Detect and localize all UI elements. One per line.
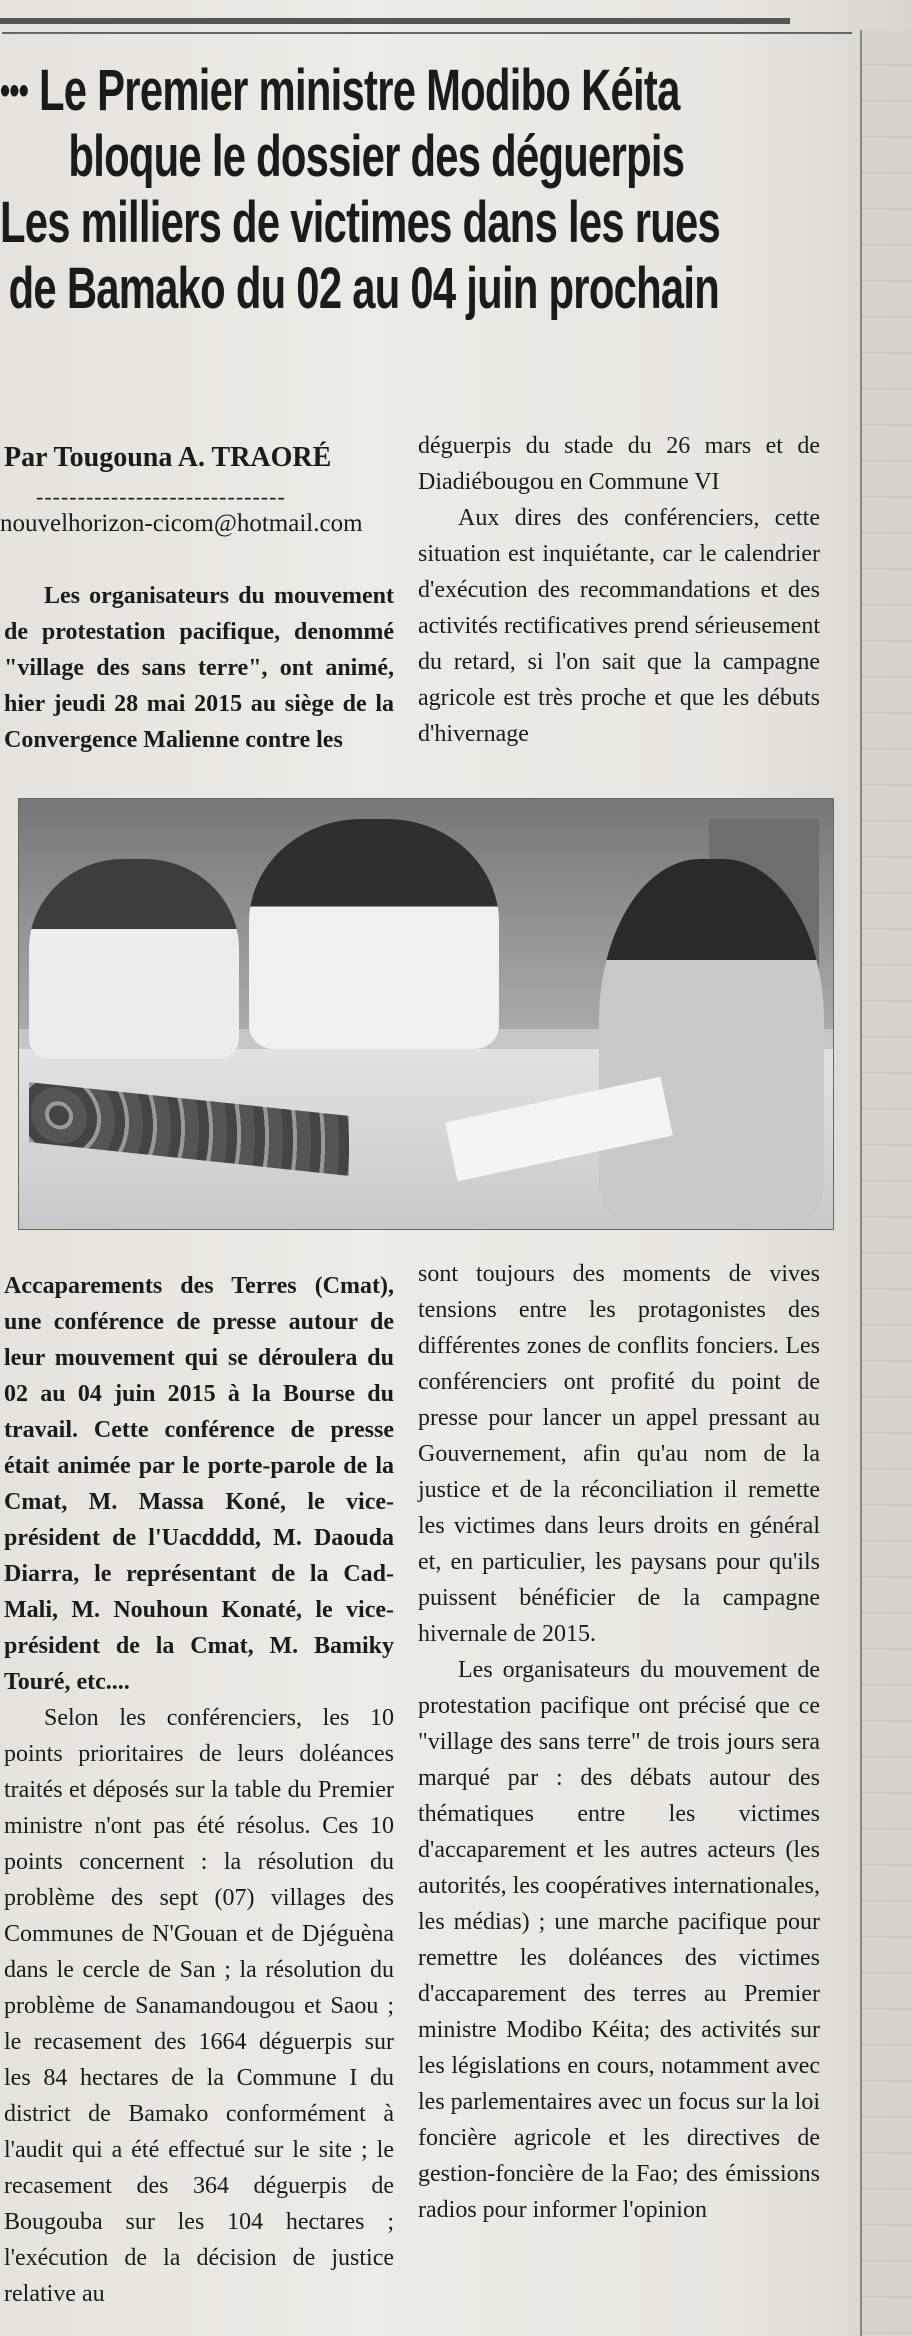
intro-left-column: [4, 578, 394, 758]
byline: Par Tougouna A. TRAORÉ: [4, 442, 332, 473]
headline-line-2: bloque le dossier des déguerpis: [68, 124, 685, 189]
bottom-left-bold-paragraph: Accaparements des Terres (Cmat), une conférence de presse autour de leur mouvement qui se déroulera du 02 au 04 juin 2015 à la Bourse du travail. Cette conférence de presse était animée par le porte-parole de la Cmat, M. Massa Koné, le vice-président de l'Uacdddd, M. Daouda Diarra, le représentant de la Cad-Mali, M. Nouhoun Konaté, le vice-président de la Cmat, M. Bamiky Touré, etc....: [4, 1273, 394, 1695]
speaker-right: [599, 859, 824, 1219]
headline: [0, 58, 721, 322]
bottom-right-column: [418, 1256, 820, 2228]
byline-separator: ------------------------------: [36, 484, 286, 509]
headline-line-4: de Bamako du 02 au 04 juin prochain: [8, 256, 720, 321]
author-email: nouvelhorizon-cicom@hotmail.com: [0, 510, 363, 537]
bottom-right-paragraph-2: Les organisateurs du mouvement de protestation pacifique ont précisé que ce "village des sans terre" de trois jours sera marqué par : des débats autour des thématiques entre les victimes d'accaparement et les autres acteurs (les autorités, les coopératives internationales, les médias) ; une marche pacifique pour remettre les doléances des victimes d'accaparement des terres au Premier ministre Modibo Kéita; des activités sur les législations en cours, notamment avec les parlementaires avec un focus sur la loi foncière agricole et les directives de gestion-foncière de la Fao; des émissions radios pour informer l'opinion: [418, 1657, 820, 2223]
top-rule: [0, 18, 790, 24]
intro-right-continuation: déguerpis du stade du 26 mars et de Diadiébougou en Commune VI: [418, 433, 820, 495]
bottom-left-column: [4, 1268, 394, 2312]
intro-right-column: [418, 428, 820, 752]
adjacent-article-bleed: [862, 30, 912, 2336]
intro-right-paragraph: Aux dires des conférenciers, cette situation est inquiétante, car le calendrier d'exécution des recommandations et des activités rectificatives prend sérieusement du retard, si l'on sait que la campagne agricole est très proche et que les débuts d'hivernage: [418, 505, 820, 747]
speaker-left: [29, 859, 239, 1059]
headline-line-3: Les milliers de victimes dans les rues: [0, 190, 721, 255]
speaker-center: [249, 819, 499, 1049]
bottom-left-body-paragraph: Selon les conférenciers, les 10 points prioritaires de leurs doléances traités et déposés sur la table du Premier ministre n'ont pas été résolus. Ces 10 points concernent : la résolution du problème des sept (07) villages des Communes de N'Gouan et de Djéguèna dans le cercle de San ; la résolution du problème de Sanamandougou et Saou ; le recasement des 1664 déguerpis sur les 84 hectares de la Commune I du district de Bamako conformément à l'audit qui a été effectué sur le site ; le recasement des 364 déguerpis de Bougouba sur les 104 hectares ; l'exécution de la décision de justice relative au: [4, 1705, 394, 2307]
headline-line-1: ••• Le Premier ministre Modibo Kéita: [0, 58, 680, 123]
bottom-right-paragraph-1: sont toujours des moments de vives tensions entre les protagonistes des différentes zones de conflits fonciers. Les conférenciers ont profité du point de presse pour lancer un appel pressant au Gouvernement, afin qu'au nom de la justice et de la réconciliation il remette les victimes dans leurs droits en général et, en particulier, les paysans pour qu'ils puissent bénéficier de la campagne hivernale de 2015.: [418, 1261, 820, 1647]
press-conference-photo: [18, 798, 834, 1230]
intro-paragraph: Les organisateurs du mouvement de protestation pacifique, denommé "village des sans terre", ont animé, hier jeudi 28 mai 2015 au siège de la Convergence Malienne contre les: [4, 583, 394, 753]
headline-bullets: •••: [0, 69, 29, 113]
